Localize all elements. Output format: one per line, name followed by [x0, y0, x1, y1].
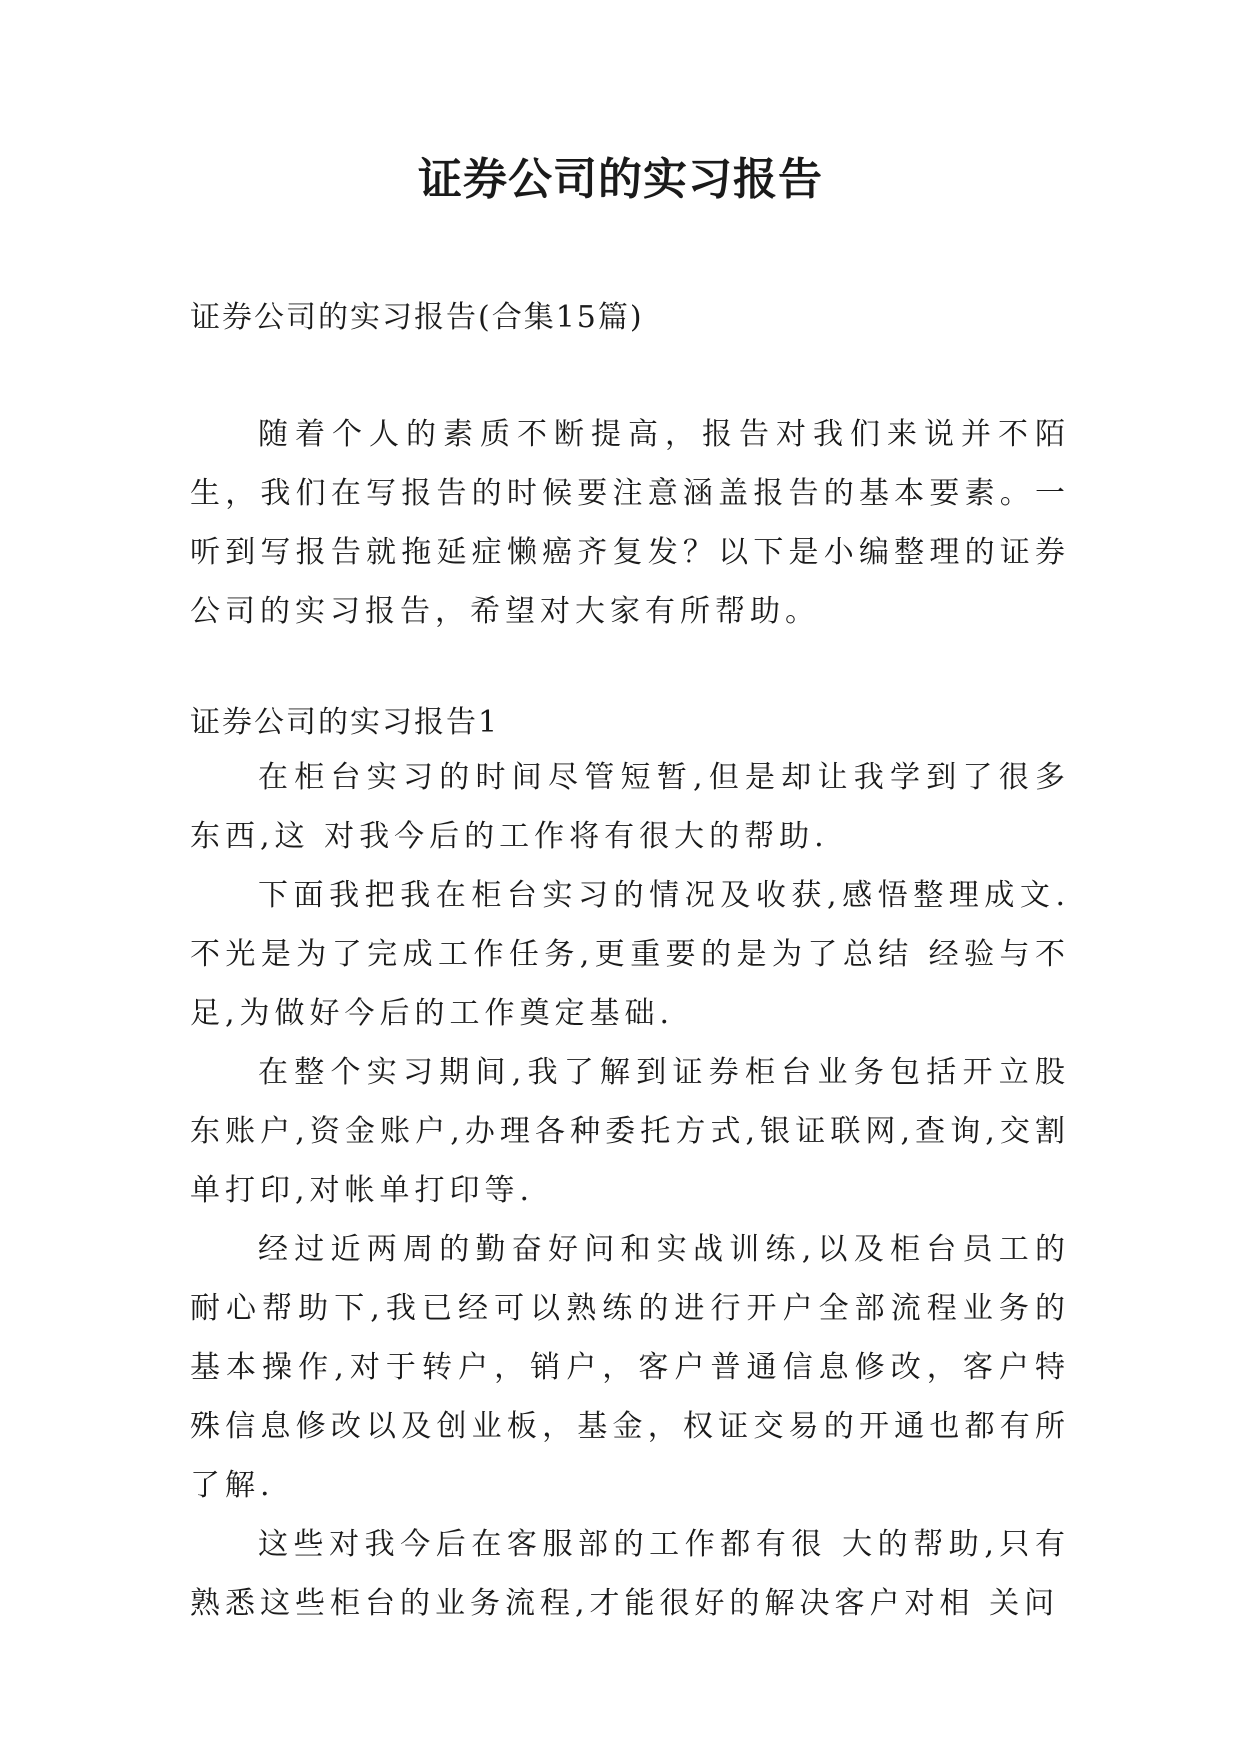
body-paragraph: 这些对我今后在客服部的工作都有很 大的帮助,只有熟悉这些柜台的业务流程,才能很好的解决客户对相 关问 [190, 1527, 1070, 1621]
document-title: 证券公司的实习报告 [418, 154, 823, 205]
intro-block [190, 405, 1070, 641]
intro-paragraph: 随着个人的素质不断提高，报告对我们来说并不陌生，我们在写报告的时候要注意涵盖报告的基本要素。一听到写报告就拖延症懒癌齐复发？以下是小编整理的证券公司的实习报告，希望对大家有所帮助。 [190, 417, 1070, 629]
body-paragraph: 在柜台实习的时间尽管短暂,但是却让我学到了很多东西,这 对我今后的工作将有很大的帮助. [190, 760, 1070, 854]
section-body [190, 748, 1070, 1633]
body-paragraph: 下面我把我在柜台实习的情况及收获,感悟整理成文.不光是为了完成工作任务,更重要的是为了总结 经验与不足,为做好今后的工作奠定基础. [190, 878, 1070, 1031]
body-paragraph: 在整个实习期间,我了解到证券柜台业务包括开立股东账户,资金账户,办理各种委托方式,银证联网,查询,交割单打印,对帐单打印等. [190, 1055, 1070, 1208]
document-subtitle: 证券公司的实习报告(合集15篇) [190, 300, 644, 335]
body-paragraph: 经过近两周的勤奋好问和实战训练,以及柜台员工的耐心帮助下,我已经可以熟练的进行开户全部流程业务的基本操作,对于转户，销户，客户普通信息修改，客户特殊信息修改以及创业板，基金，权证交易的开通也都有所了解. [190, 1232, 1070, 1503]
section-heading: 证券公司的实习报告1 [190, 705, 500, 740]
